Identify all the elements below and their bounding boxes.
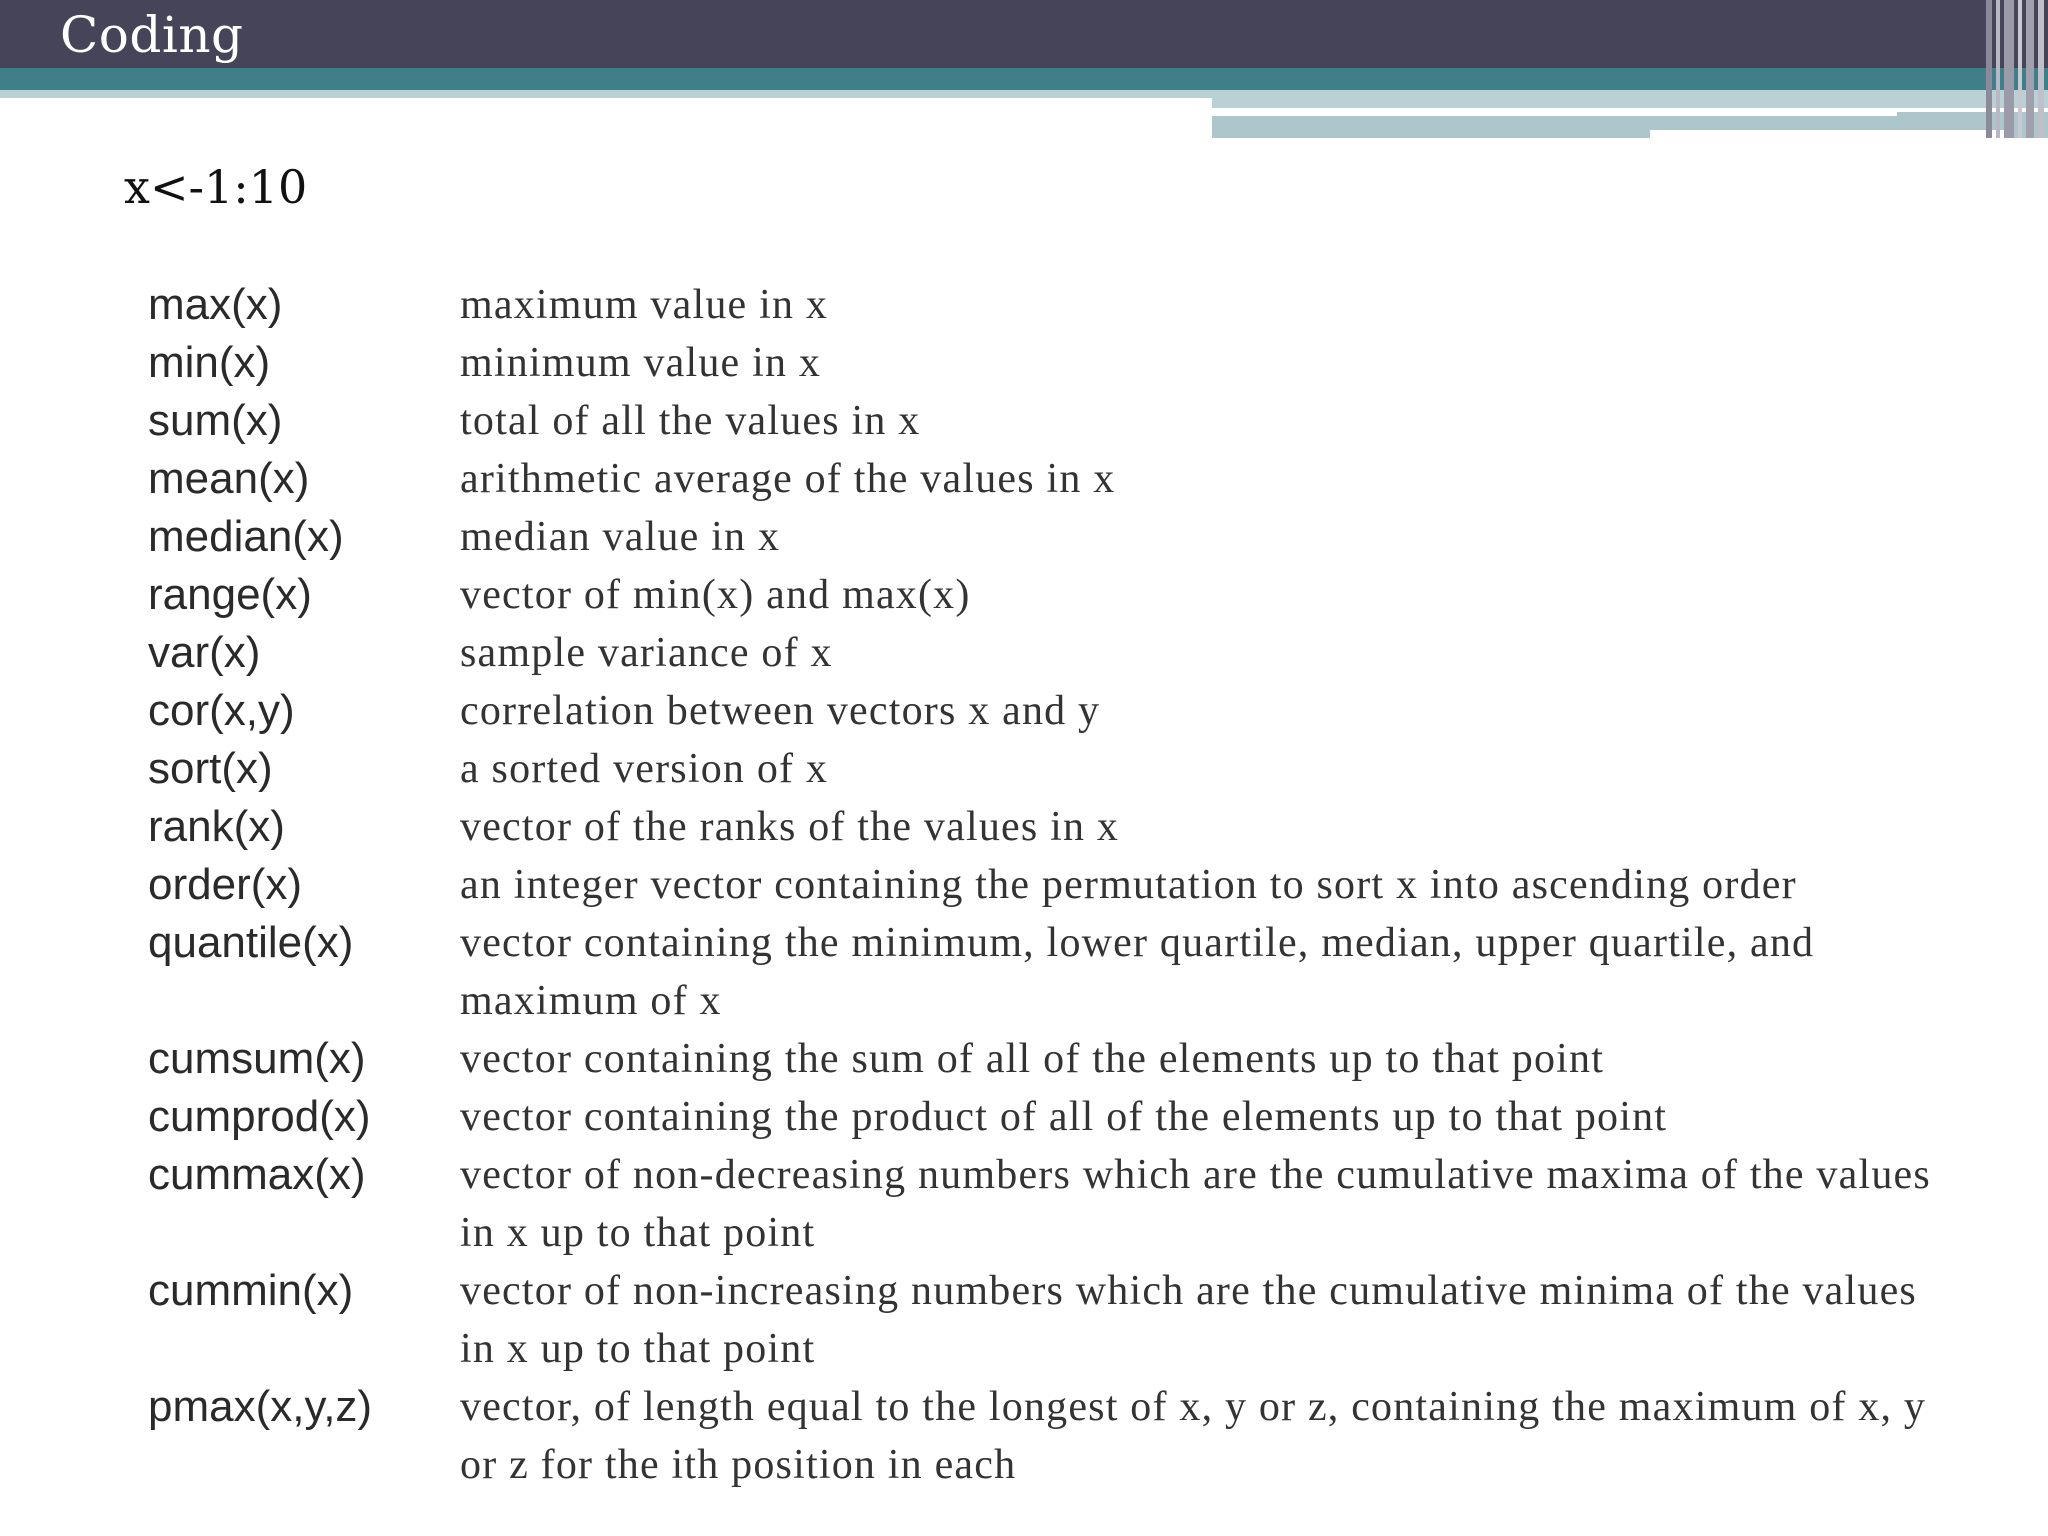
function-description: vector containing the minimum, lower quartile, median, upper quartile, and maximum of x bbox=[460, 920, 1815, 1024]
function-row bbox=[148, 1030, 1948, 1088]
function-row bbox=[148, 450, 1948, 508]
function-description: vector containing the sum of all of the elements up to that point bbox=[460, 1036, 1605, 1082]
function-name: mean(x) bbox=[148, 454, 310, 503]
function-description: vector of the ranks of the values in x bbox=[460, 804, 1120, 850]
function-row bbox=[148, 740, 1948, 798]
function-name: cumprod(x) bbox=[148, 1092, 371, 1141]
function-name: rank(x) bbox=[148, 802, 285, 851]
header-accent-band-light bbox=[0, 90, 1212, 98]
function-row bbox=[148, 1262, 1948, 1378]
function-description: vector of min(x) and max(x) bbox=[460, 572, 971, 618]
function-name: cumsum(x) bbox=[148, 1034, 366, 1083]
function-name: cummax(x) bbox=[148, 1150, 366, 1199]
function-description: an integer vector containing the permutation to sort x into ascending order bbox=[460, 862, 1797, 908]
function-description: arithmetic average of the values in x bbox=[460, 456, 1116, 502]
function-row bbox=[148, 1146, 1948, 1262]
function-row bbox=[148, 392, 1948, 450]
corner-stripe bbox=[2038, 0, 2044, 138]
function-description: a sorted version of x bbox=[460, 746, 829, 792]
function-name: max(x) bbox=[148, 280, 283, 329]
corner-stripe bbox=[1996, 0, 2000, 138]
function-description: total of all the values in x bbox=[460, 398, 921, 444]
corner-stripe bbox=[1986, 0, 1992, 138]
function-name: var(x) bbox=[148, 628, 261, 677]
function-row bbox=[148, 682, 1948, 740]
function-row bbox=[148, 624, 1948, 682]
function-row bbox=[148, 334, 1948, 392]
function-name: median(x) bbox=[148, 512, 344, 561]
header-accent-band bbox=[0, 68, 2048, 90]
function-table bbox=[148, 276, 1948, 1494]
title-bar bbox=[0, 0, 2048, 68]
corner-stripe bbox=[2018, 0, 2022, 138]
function-row bbox=[148, 508, 1948, 566]
function-row bbox=[148, 856, 1948, 914]
header-accent-band-right bbox=[1212, 90, 2048, 108]
function-description: correlation between vectors x and y bbox=[460, 688, 1101, 734]
function-name: sum(x) bbox=[148, 396, 283, 445]
function-row bbox=[148, 566, 1948, 624]
header-accent-cut bbox=[1650, 130, 2010, 138]
function-row bbox=[148, 914, 1948, 1030]
function-name: quantile(x) bbox=[148, 918, 354, 967]
function-description: vector, of length equal to the longest of x, y or z, containing the maximum of x, y or z for the ith position in each bbox=[460, 1384, 1927, 1488]
slide-title: Coding bbox=[60, 6, 244, 64]
corner-stripe bbox=[2004, 0, 2014, 138]
function-row bbox=[148, 1378, 1948, 1494]
function-name: cor(x,y) bbox=[148, 686, 295, 735]
function-description: vector containing the product of all of the elements up to that point bbox=[460, 1094, 1668, 1140]
function-description: median value in x bbox=[460, 514, 781, 560]
function-name: order(x) bbox=[148, 860, 303, 909]
function-name: pmax(x,y,z) bbox=[148, 1382, 373, 1431]
function-description: minimum value in x bbox=[460, 340, 822, 386]
function-description: maximum value in x bbox=[460, 282, 829, 328]
function-row bbox=[148, 798, 1948, 856]
function-name: sort(x) bbox=[148, 744, 273, 793]
function-name: cummin(x) bbox=[148, 1266, 354, 1315]
function-name: range(x) bbox=[148, 570, 312, 619]
function-row bbox=[148, 1088, 1948, 1146]
function-description: vector of non-decreasing numbers which are the cumulative maxima of the values in x up to that point bbox=[460, 1152, 1931, 1256]
function-description: sample variance of x bbox=[460, 630, 833, 676]
function-name: min(x) bbox=[148, 338, 271, 387]
function-description: vector of non-increasing numbers which are the cumulative minima of the values in x up to that point bbox=[460, 1268, 1917, 1372]
corner-stripe bbox=[2026, 0, 2034, 138]
function-row bbox=[148, 276, 1948, 334]
code-line: x<-1:10 bbox=[124, 160, 308, 214]
header-accent-line bbox=[1212, 110, 1897, 116]
